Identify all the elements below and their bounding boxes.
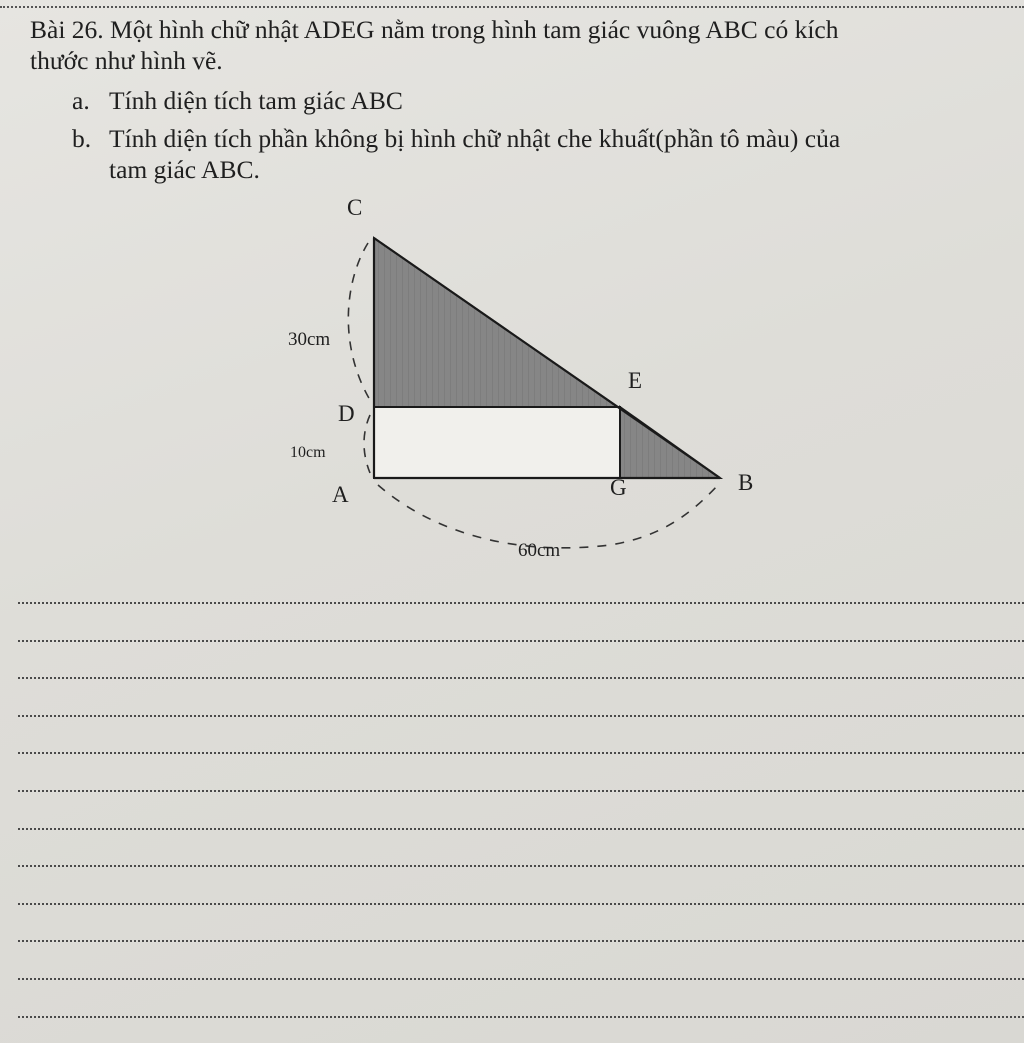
problem-statement — [30, 14, 1015, 76]
answer-line — [18, 677, 1024, 679]
top-dotted-rule — [0, 6, 1024, 8]
problem-title-line-1: Bài 26. Một hình chữ nhật ADEG nằm trong hình tam giác vuông ABC có kích — [30, 15, 839, 44]
answer-line — [18, 903, 1024, 905]
answer-line — [18, 715, 1024, 717]
answer-line — [18, 790, 1024, 792]
answer-line — [18, 865, 1024, 867]
question-a-text: Tính diện tích tam giác ABC — [109, 86, 403, 115]
measure-label-ab: 60cm — [518, 540, 561, 561]
answer-line — [18, 940, 1024, 942]
dimension-arc-cd — [348, 243, 370, 400]
dimension-arc-ab — [378, 485, 718, 548]
answer-line — [18, 640, 1024, 642]
question-b-text-cont: tam giác ABC. — [109, 155, 260, 184]
question-a-label: a. — [72, 86, 90, 115]
answer-line — [18, 602, 1024, 604]
triangle-figure — [270, 185, 770, 565]
point-label-b: B — [738, 470, 754, 495]
question-b-text: Tính diện tích phần không bị hình chữ nhật che khuất(phần tô màu) của — [109, 124, 841, 153]
point-label-d: D — [338, 401, 355, 426]
question-b-continuation — [109, 154, 260, 185]
problem-title-line-2: thước như hình vẽ. — [30, 46, 223, 75]
answer-line — [18, 828, 1024, 830]
measure-label-cd: 30cm — [288, 329, 331, 350]
answer-line — [18, 978, 1024, 980]
question-b — [72, 123, 840, 154]
question-a — [72, 85, 403, 116]
point-label-c: C — [347, 195, 363, 220]
dimension-arc-da — [364, 415, 370, 473]
point-label-g: G — [610, 475, 627, 500]
answer-line — [18, 1016, 1024, 1018]
point-label-a: A — [332, 482, 349, 507]
rectangle-adeg — [374, 407, 620, 478]
question-b-label: b. — [72, 124, 92, 153]
answer-line — [18, 752, 1024, 754]
measure-label-da: 10cm — [290, 444, 326, 461]
point-label-e: E — [628, 368, 643, 393]
